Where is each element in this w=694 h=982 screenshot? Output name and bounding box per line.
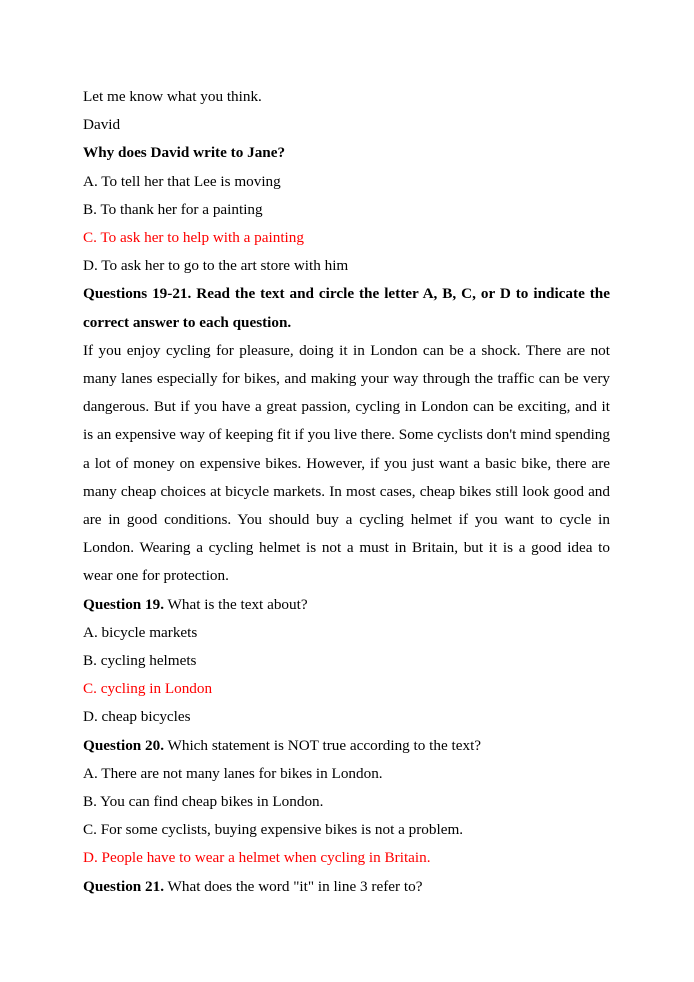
- q18-question: Why does David write to Jane?: [83, 144, 286, 162]
- q20-option-c: C. For some cyclists, buying expensive bikes is not a problem.: [83, 821, 464, 839]
- letter-closing: Let me know what you think.: [83, 88, 262, 105]
- q20-label: Question 20.: [83, 736, 165, 754]
- q19-option-b: B. cycling helmets: [83, 652, 197, 670]
- q18-option-b: B. To thank her for a painting: [83, 200, 263, 218]
- q19-question: [83, 591, 610, 619]
- q21-question: [83, 873, 610, 901]
- q19-option-c-correct: C. cycling in London: [83, 680, 213, 698]
- q19-option-d: D. cheap bicycles: [83, 708, 191, 726]
- q20-option-a: A. There are not many lanes for bikes in London.: [83, 764, 383, 782]
- q18-option-a: A. To tell her that Lee is moving: [83, 172, 281, 190]
- q18-option-d: D. To ask her to go to the art store with him: [83, 257, 349, 275]
- q19-text: What is the text about?: [164, 595, 308, 613]
- q20-option-d-correct: D. People have to wear a helmet when cycling in Britain.: [83, 849, 431, 867]
- q18-option-c-correct: C. To ask her to help with a painting: [83, 229, 304, 247]
- q20-text: Which statement is NOT true according to the text?: [164, 736, 482, 754]
- q21-label: Question 21.: [83, 877, 165, 895]
- q20-option-b: B. You can find cheap bikes in London.: [83, 793, 324, 811]
- section-instruction: Questions 19-21. Read the text and circle the letter A, B, C, or D to indicate the correct answer to each question.: [83, 285, 610, 331]
- document-page: [83, 83, 610, 901]
- q19-label: Question 19.: [83, 595, 165, 613]
- reading-passage: If you enjoy cycling for pleasure, doing it in London can be a shock. There are not many lanes especially for bikes, and making your way through the traffic can be very dangerous. But if you have a great passion, cycling in London can be exciting, and it is an expensive way of keeping fit if you live there. Some cyclists don't mind spending a lot of money on expensive bikes. However, if you just want a basic bike, there are many cheap choices at bicycle markets. In most cases, cheap bikes still look good and are in good conditions. You should buy a cycling helmet if you want to cycle in London. Wearing a cycling helmet is not a must in Britain, but it is a good idea to wear one for protection.: [83, 341, 610, 585]
- letter-signature: David: [83, 116, 121, 134]
- q21-text: What does the word "it" in line 3 refer to?: [164, 877, 423, 895]
- q20-question: [83, 732, 610, 760]
- q19-option-a: A. bicycle markets: [83, 623, 198, 641]
